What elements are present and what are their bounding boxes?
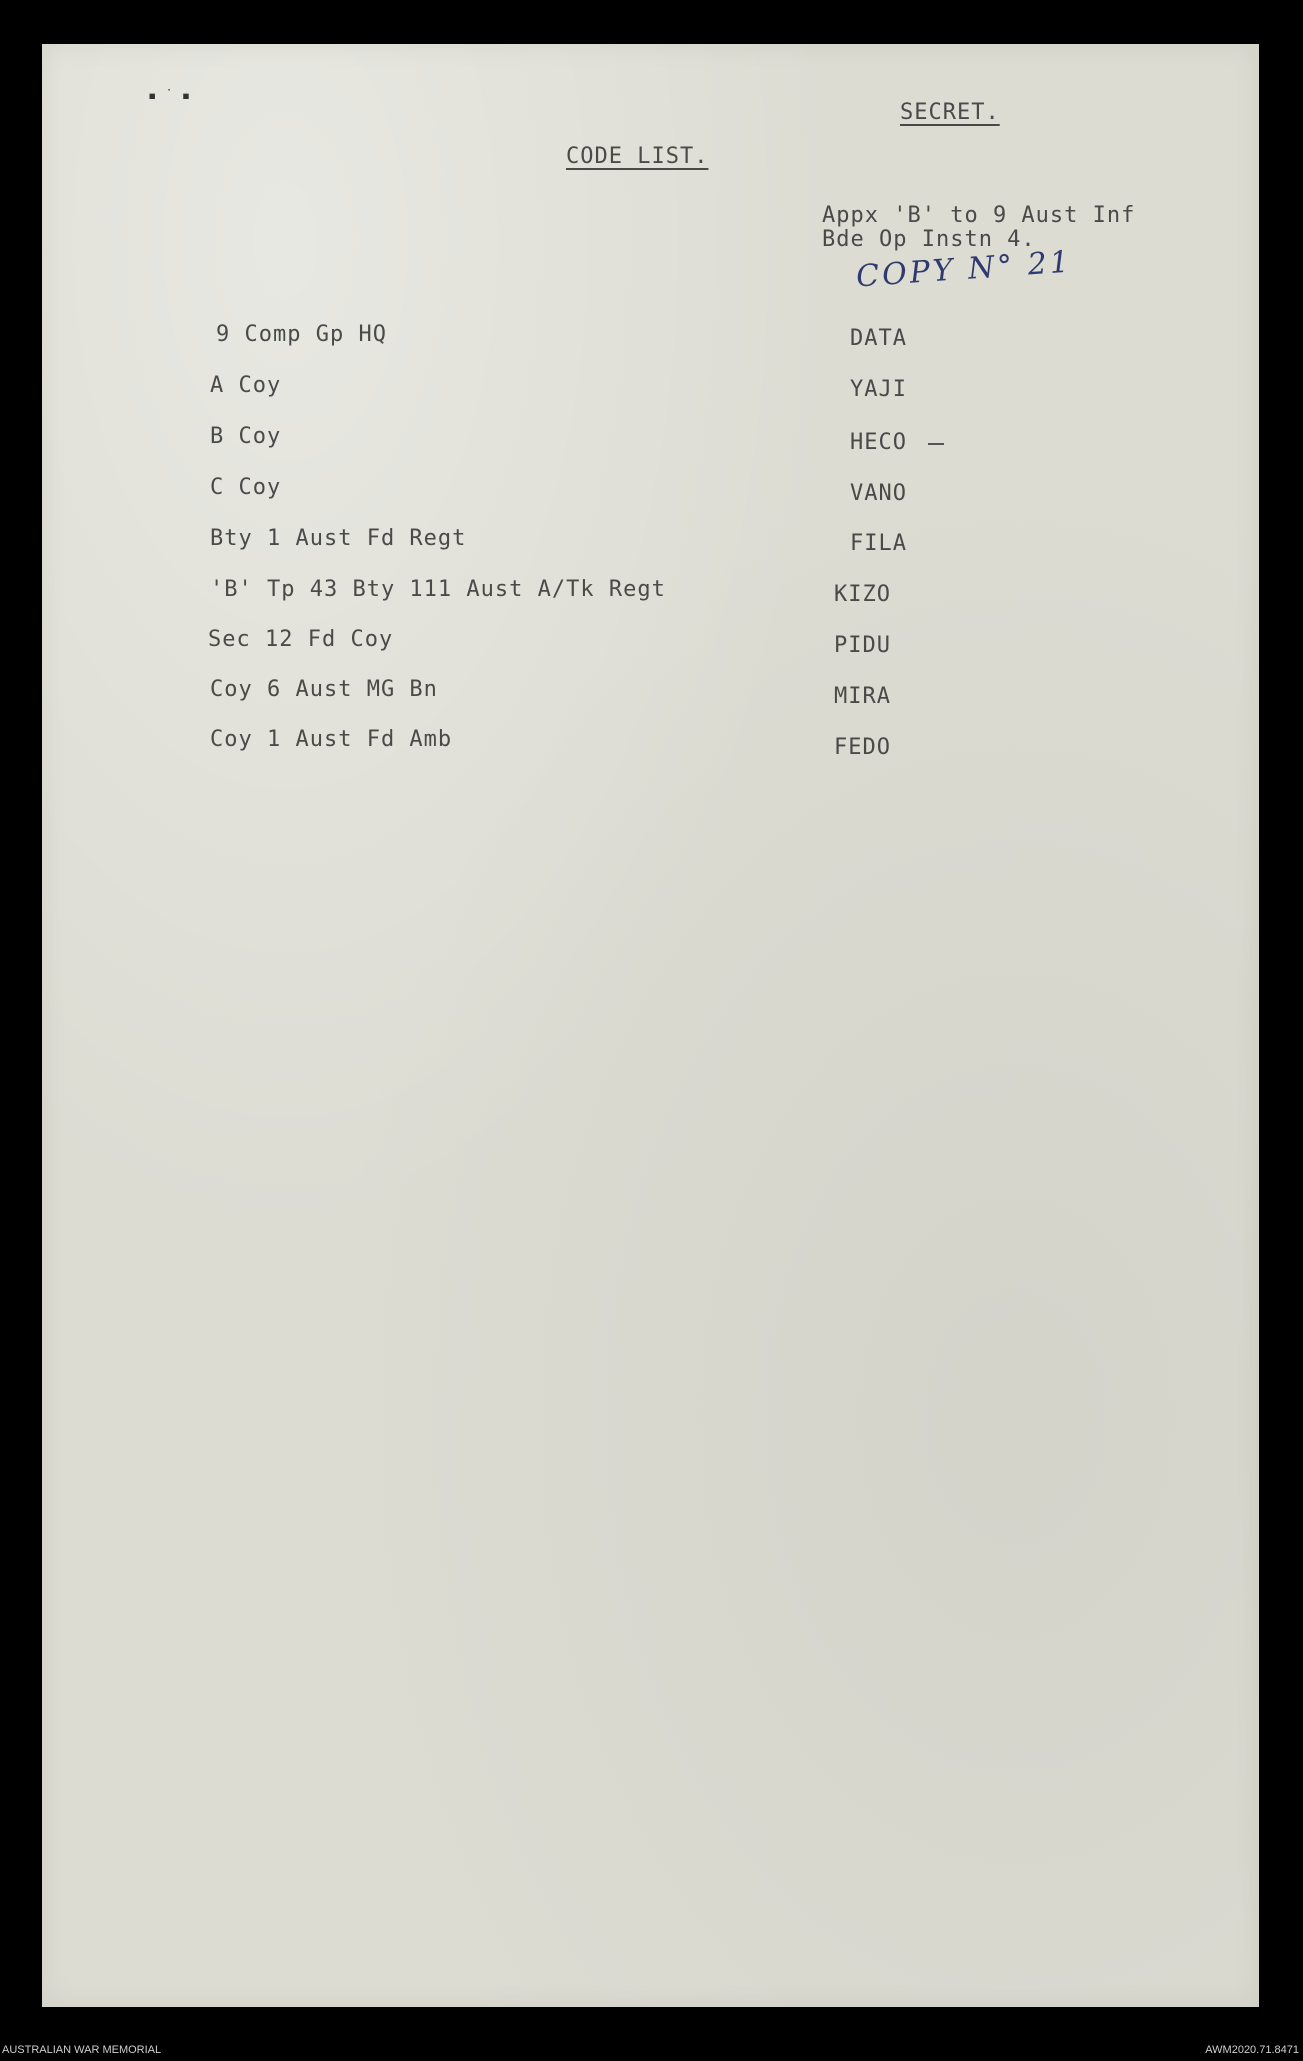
unit-name: Bty 1 Aust Fd Regt: [210, 526, 467, 551]
handwritten-dash: [928, 443, 944, 445]
appendix-reference-line-1: Appx 'B' to 9 Aust Inf: [822, 203, 1136, 228]
code-word: HECO: [850, 430, 907, 455]
code-word: FEDO: [834, 735, 891, 760]
unit-name: Coy 6 Aust MG Bn: [210, 677, 438, 702]
code-word: MIRA: [834, 684, 891, 709]
handwritten-copy-number: COPY N° 21: [855, 244, 1074, 295]
unit-name: C Coy: [210, 475, 282, 500]
unit-name: Sec 12 Fd Coy: [208, 627, 394, 652]
document-title: CODE LIST.: [566, 144, 709, 169]
unit-name: 'B' Tp 43 Bty 111 Aust A/Tk Regt: [210, 577, 666, 602]
code-word: KIZO: [834, 582, 891, 607]
code-word: VANO: [850, 481, 907, 506]
unit-name: A Coy: [210, 373, 282, 398]
code-word: YAJI: [850, 377, 907, 402]
unit-name: 9 Comp Gp HQ: [216, 322, 387, 347]
footer-accession-number: AWM2020.71.8471: [1205, 2044, 1299, 2056]
code-word: FILA: [850, 531, 907, 556]
footer-institution: AUSTRALIAN WAR MEMORIAL: [2, 2044, 162, 2056]
crease-mark: ▪ ˙ ▪: [148, 88, 191, 104]
unit-name: Coy 1 Aust Fd Amb: [210, 727, 453, 752]
code-word: DATA: [850, 326, 907, 351]
classification-marking: SECRET.: [900, 100, 1000, 125]
unit-name: B Coy: [210, 424, 282, 449]
code-word: PIDU: [834, 633, 891, 658]
appendix-reference-line-2: Bde Op Instn 4.: [822, 227, 1036, 252]
